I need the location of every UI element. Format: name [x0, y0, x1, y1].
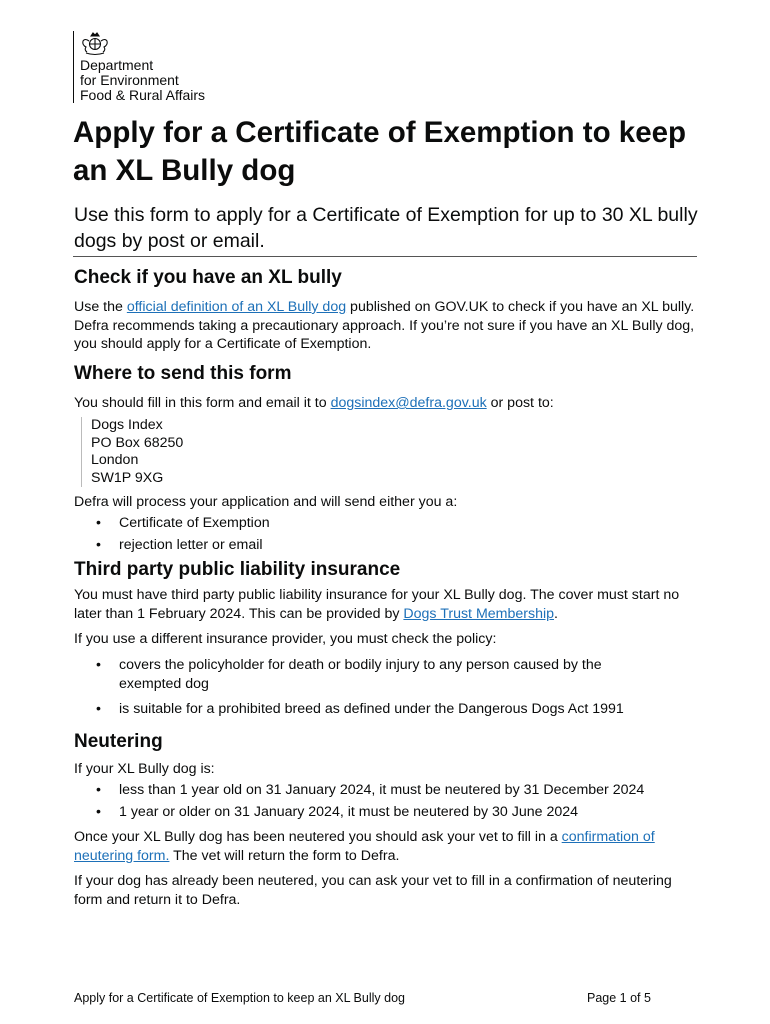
- footer-title: Apply for a Certificate of Exemption to keep an XL Bully dog: [74, 991, 405, 1005]
- list-item: • Certificate of Exemption: [74, 514, 704, 533]
- org-name-line-1: Department: [80, 57, 154, 73]
- neutering-paragraph-2: If your dog has already been neutered, you can ask your vet to fill in a confirmation of neutering form and return it to Defra.: [74, 873, 672, 908]
- address-line: SW1P 9XG: [91, 469, 164, 486]
- neutering-intro: If your XL Bully dog is:: [74, 761, 215, 777]
- neutering-list: [74, 781, 704, 821]
- list-item: • less than 1 year old on 31 January 2024, it must be neutered by 31 December 2024: [74, 781, 704, 800]
- address-line: Dogs Index: [91, 417, 163, 433]
- list-item: • covers the policyholder for death or bodily injury to any person caused by the exempted dog: [74, 656, 704, 693]
- insurance-heading: Third party public liability insurance: [74, 559, 401, 580]
- org-name-line-3: Food & Rural Affairs: [80, 87, 206, 103]
- insurance-list: [74, 656, 704, 719]
- check-heading: Check if you have an XL bully: [74, 267, 342, 288]
- address-line: London: [91, 452, 139, 468]
- process-paragraph: Defra will process your application and will send either you a:: [74, 494, 458, 510]
- list-item: • 1 year or older on 31 January 2024, it must be neutered by 30 June 2024: [74, 803, 704, 822]
- page-title: Apply for a Certificate of Exemption to keep an XL Bully dog: [73, 116, 687, 187]
- send-heading: Where to send this form: [74, 363, 292, 384]
- postal-address: [81, 417, 183, 487]
- page-number: Page 1 of 5: [587, 991, 651, 1005]
- send-paragraph: You should fill in this form and email it to dogsindex@defra.gov.uk or post to:: [74, 395, 554, 411]
- neutering-heading: Neutering: [74, 731, 163, 752]
- insurance-paragraph: You must have third party public liability insurance for your XL Bully dog. The cover must start no later than 1 February 2024. This can be provided by Dogs Trust Membership.: [74, 587, 680, 622]
- list-item: • is suitable for a prohibited breed as defined under the Dangerous Dogs Act 1991: [74, 700, 704, 719]
- dogs-trust-membership-link[interactable]: Dogs Trust Membership: [403, 605, 555, 622]
- confirmation-of-neutering-link[interactable]: confirmation of neutering form.: [74, 829, 655, 864]
- insurance-policy-paragraph: If you use a different insurance provider, you must check the policy:: [74, 631, 497, 647]
- dogs-index-email-link[interactable]: dogsindex@defra.gov.uk: [330, 395, 487, 411]
- org-name-line-2: for Environment: [80, 72, 179, 88]
- list-item: • rejection letter or email: [74, 536, 704, 555]
- neutering-paragraph: Once your XL Bully dog has been neutered you should ask your vet to fill in a confirmation of neutering form. The vet will return the form to Defra.: [74, 829, 655, 864]
- check-paragraph: Use the official definition of an XL Bully dog published on GOV.UK to check if you have an XL bully. Defra recommends taking a precautionary approach. If you’re not sure if you have an XL Bully dog, you should apply for a Certificate of Exemption.: [74, 299, 695, 352]
- royal-crest-icon: [80, 32, 110, 56]
- address-line: PO Box 68250: [91, 434, 184, 451]
- xl-bully-definition-link[interactable]: official definition of an XL Bully dog: [126, 299, 347, 315]
- lead-paragraph: Use this form to apply for a Certificate of Exemption for up to 30 XL bully dogs by post or email.: [74, 204, 698, 252]
- title-divider: [73, 256, 697, 257]
- defra-logo: [73, 31, 205, 103]
- outcome-list: [74, 514, 704, 555]
